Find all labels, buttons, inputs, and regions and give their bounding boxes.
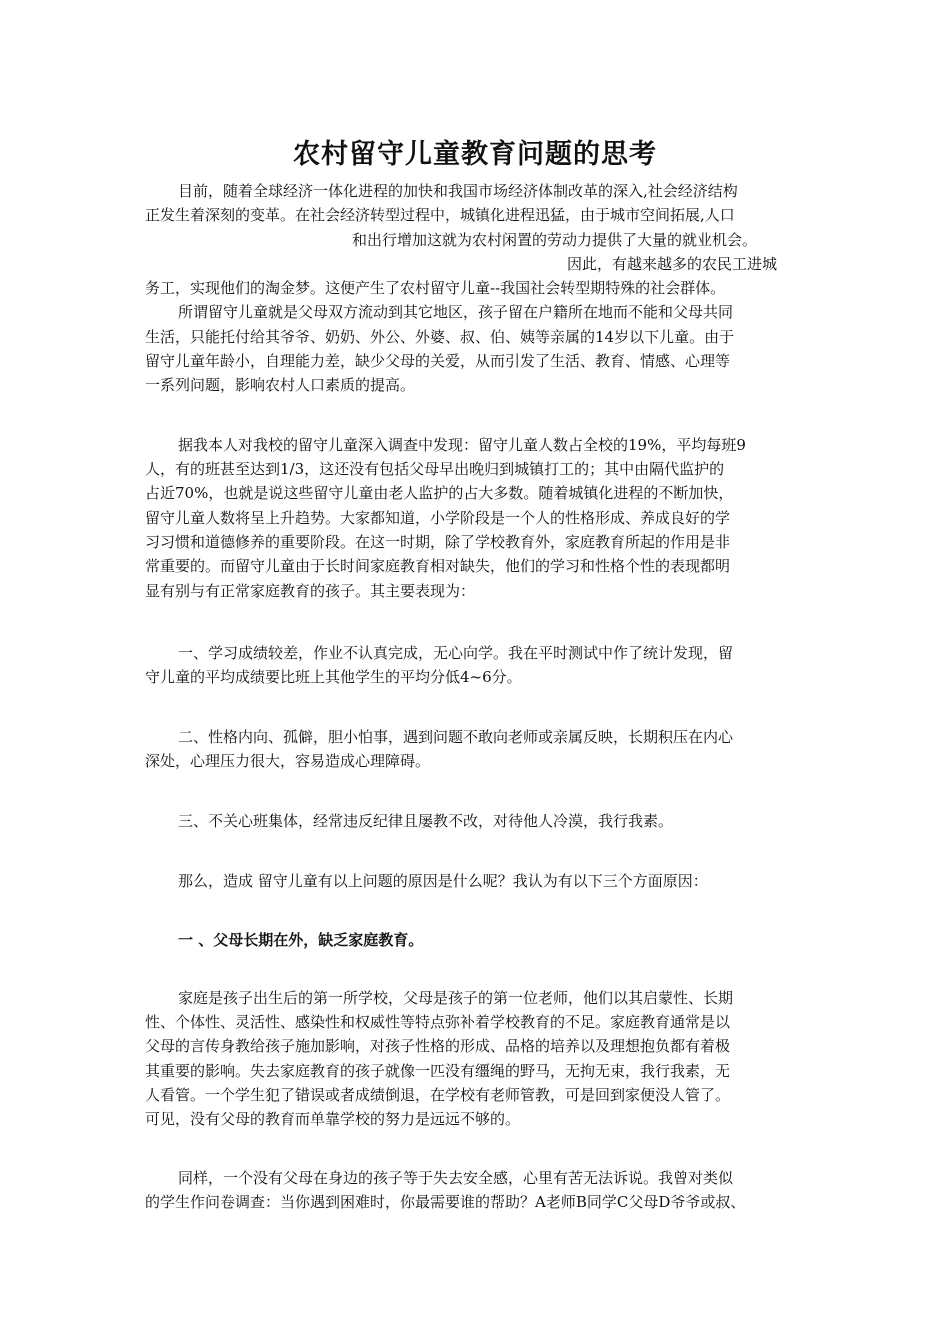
paragraph-line: 常重要的。而留守儿童由于长时间家庭教育相对缺失，他们的学习和性格个性的表现都明 — [145, 557, 731, 575]
paragraph-line: 人，有的班甚至达到1/3，这还没有包括父母早出晚归到城镇打工的；其中由隔代监护的 — [145, 460, 725, 478]
paragraph-line: 因此，有越来越多的农民工进城 — [567, 255, 778, 273]
paragraph-line: 那么，造成 留守儿童有以上问题的原因是什么呢？我认为有以下三个方面原因： — [178, 872, 708, 890]
paragraph-line: 二、性格内向、孤僻，胆小怕事，遇到问题不敢向老师或亲属反映，长期积压在内心 — [178, 728, 734, 746]
paragraph-line: 占近70%，也就是说这些留守儿童由老人监护的占大多数。随着城镇化进程的不断加快， — [145, 484, 734, 502]
paragraph-line: 人看管。一个学生犯了错误或者成绩倒退，在学校有老师管教，可是回到家便没人管了。 — [145, 1086, 731, 1104]
paragraph-line: 务工，实现他们的淘金梦。这便产生了农村留守儿童--我国社会转型期特殊的社会群体。 — [145, 279, 726, 297]
paragraph-line: 父母的言传身教给孩子施加影响，对孩子性格的形成、品格的培养以及理想抱负都有着极 — [145, 1037, 731, 1055]
paragraph-line: 三、不关心班集体，经常违反纪律且屡教不改，对待他人冷漠，我行我素。 — [178, 812, 674, 830]
paragraph-line: 守儿童的平均成绩要比班上其他学生的平均分低4~6分。 — [145, 668, 522, 686]
paragraph-line: 的学生作问卷调查：当你遇到困难时，你最需要谁的帮助？A老师B同学C父母D爷爷或叔、 — [145, 1193, 746, 1211]
paragraph-line: 习习惯和道德修养的重要阶段。在这一时期，除了学校教育外，家庭教育所起的作用是非 — [145, 533, 731, 551]
paragraph-line: 正发生着深刻的变革。在社会经济转型过程中，城镇化进程迅猛，由于城市空间拓展,人口 — [145, 206, 735, 224]
paragraph-line: 生活，只能托付给其爷爷、奶奶、外公、外婆、叔、伯、姨等亲属的14岁以下儿童。由于 — [145, 328, 735, 346]
paragraph-line: 可见，没有父母的教育而单靠学校的努力是远远不够的。 — [145, 1110, 521, 1128]
document-title: 农村留守儿童教育问题的思考 — [293, 139, 657, 170]
paragraph-line: 据我本人对我校的留守儿童深入调查中发现：留守儿童人数占全校的19%，平均每班9 — [178, 436, 746, 454]
paragraph-line: 和出行增加这就为农村闲置的劳动力提供了大量的就业机会。 — [352, 231, 758, 249]
paragraph-line: 家庭是孩子出生后的第一所学校，父母是孩子的第一位老师，他们以其启蒙性、长期 — [178, 989, 734, 1007]
paragraph-line: 留守儿童年龄小，自理能力差，缺少父母的关爱，从而引发了生活、教育、情感、心理等 — [145, 352, 731, 370]
paragraph-line: 所谓留守儿童就是父母双方流动到其它地区，孩子留在户籍所在地而不能和父母共同 — [178, 303, 734, 321]
section-heading: 一 、父母长期在外，缺乏家庭教育。 — [178, 931, 424, 949]
paragraph-line: 留守儿童人数将呈上升趋势。大家都知道，小学阶段是一个人的性格形成、养成良好的学 — [145, 509, 731, 527]
paragraph-line: 其重要的影响。失去家庭教育的孩子就像一匹没有缰绳的野马，无拘无束，我行我素，无 — [145, 1062, 731, 1080]
paragraph-line: 同样，一个没有父母在身边的孩子等于失去安全感，心里有苦无法诉说。我曾对类似 — [178, 1169, 734, 1187]
paragraph-line: 显有别与有正常家庭教育的孩子。其主要表现为： — [145, 582, 476, 600]
paragraph-line: 一、学习成绩较差，作业不认真完成，无心向学。我在平时测试中作了统计发现，留 — [178, 644, 734, 662]
paragraph-line: 目前，随着全球经济一体化进程的加快和我国市场经济体制改革的深入,社会经济结构 — [178, 182, 738, 200]
paragraph-line: 性、个体性、灵活性、感染性和权威性等特点弥补着学校教育的不足。家庭教育通常是以 — [145, 1013, 731, 1031]
paragraph-line: 一系列问题，影响农村人口素质的提高。 — [145, 376, 416, 394]
paragraph-line: 深处，心理压力很大，容易造成心理障碍。 — [145, 752, 431, 770]
